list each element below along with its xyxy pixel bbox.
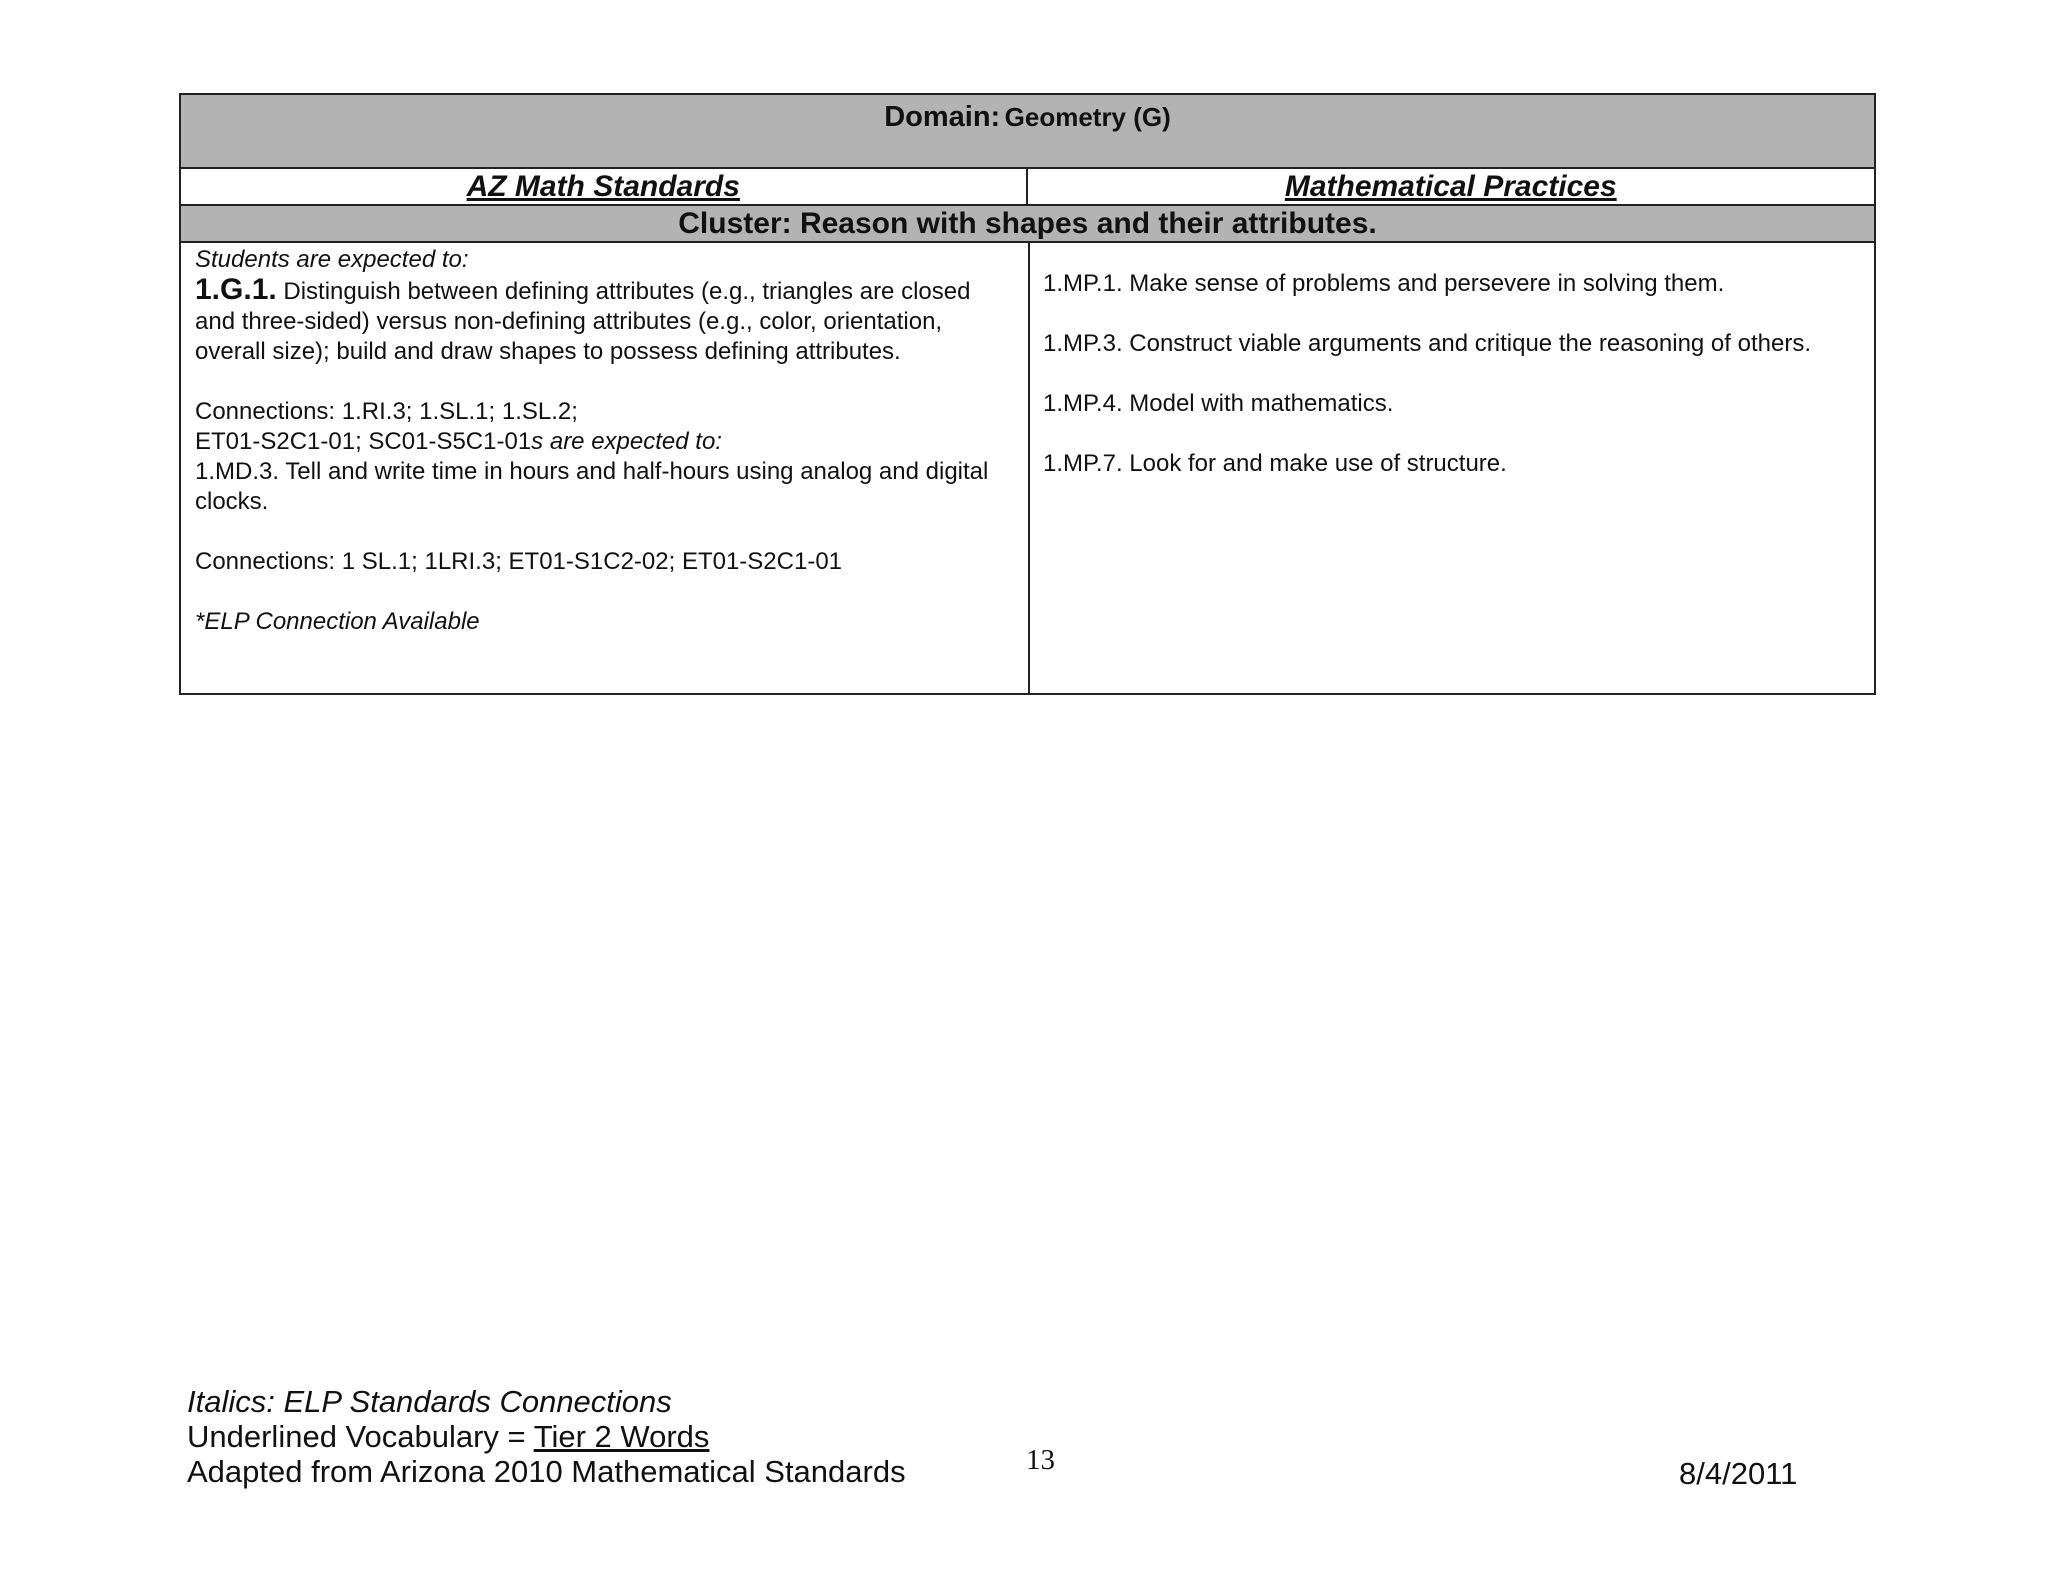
footer-italics-line: Italics: ELP Standards Connections: [187, 1384, 672, 1419]
footer-vocab-prefix: Underlined Vocabulary =: [187, 1419, 534, 1454]
domain-value: Geometry (G): [1004, 102, 1171, 132]
domain-label: Domain:: [884, 101, 1001, 133]
standard-1md3: 1.MD.3. Tell and write time in hours and half-hours using analog and digital clocks.: [195, 458, 989, 515]
connections-line-1: Connections: 1.RI.3; 1.SL.1; 1.SL.2;: [195, 398, 578, 425]
domain-header: [181, 95, 1874, 169]
connections-line-2: [195, 427, 1015, 457]
standard-text: Distinguish between defining attributes (e.g., triangles are closed and three-sided) versus non-defining attributes (e.g., color, orientation, overall size); build and draw shapes to possess defining attributes.: [195, 278, 971, 365]
practice-item: 1.MP.7. Look for and make use of structure.: [1043, 450, 1507, 477]
elp-connection-note: *ELP Connection Available: [195, 608, 480, 635]
footer-notes: [187, 1384, 906, 1489]
standards-column: [195, 245, 1015, 637]
practice-item: 1.MP.3. Construct viable arguments and critique the reasoning of others.: [1043, 330, 1811, 357]
practice-item: 1.MP.4. Model with mathematics.: [1043, 390, 1394, 417]
cluster-heading: Cluster: Reason with shapes and their attributes.: [181, 206, 1874, 243]
footer-vocab-line: [187, 1419, 906, 1454]
practice-item: 1.MP.1. Make sense of problems and persevere in solving them.: [1043, 270, 1725, 297]
standards-table: [179, 93, 1876, 695]
standard-1g1: [195, 275, 1015, 367]
column-headings: [181, 169, 1874, 206]
az-math-standards-heading: AZ Math Standards: [181, 169, 1028, 204]
page-number: 13: [1026, 1444, 1055, 1476]
column-divider: [1028, 243, 1030, 693]
footer-tier2-words: Tier 2 Words: [533, 1419, 710, 1454]
connections-2: Connections: 1 SL.1; 1LRI.3; ET01-S1C2-02; ET01-S2C1-01: [195, 548, 843, 575]
mathematical-practices-heading: Mathematical Practices: [1284, 170, 1617, 203]
footer-adapted-line: Adapted from Arizona 2010 Mathematical Standards: [187, 1454, 906, 1489]
connections-codes: ET01-S2C1-01; SC01-S5C1-01: [195, 428, 532, 455]
practices-column: [1043, 269, 1863, 509]
table-body: [181, 243, 1874, 693]
connections-italic-fragment: s are expected to:: [531, 428, 722, 455]
standard-code: 1.G.1.: [195, 273, 277, 306]
footer-date: 8/4/2011: [1679, 1456, 1798, 1491]
students-expected-intro: Students are expected to:: [195, 246, 469, 273]
